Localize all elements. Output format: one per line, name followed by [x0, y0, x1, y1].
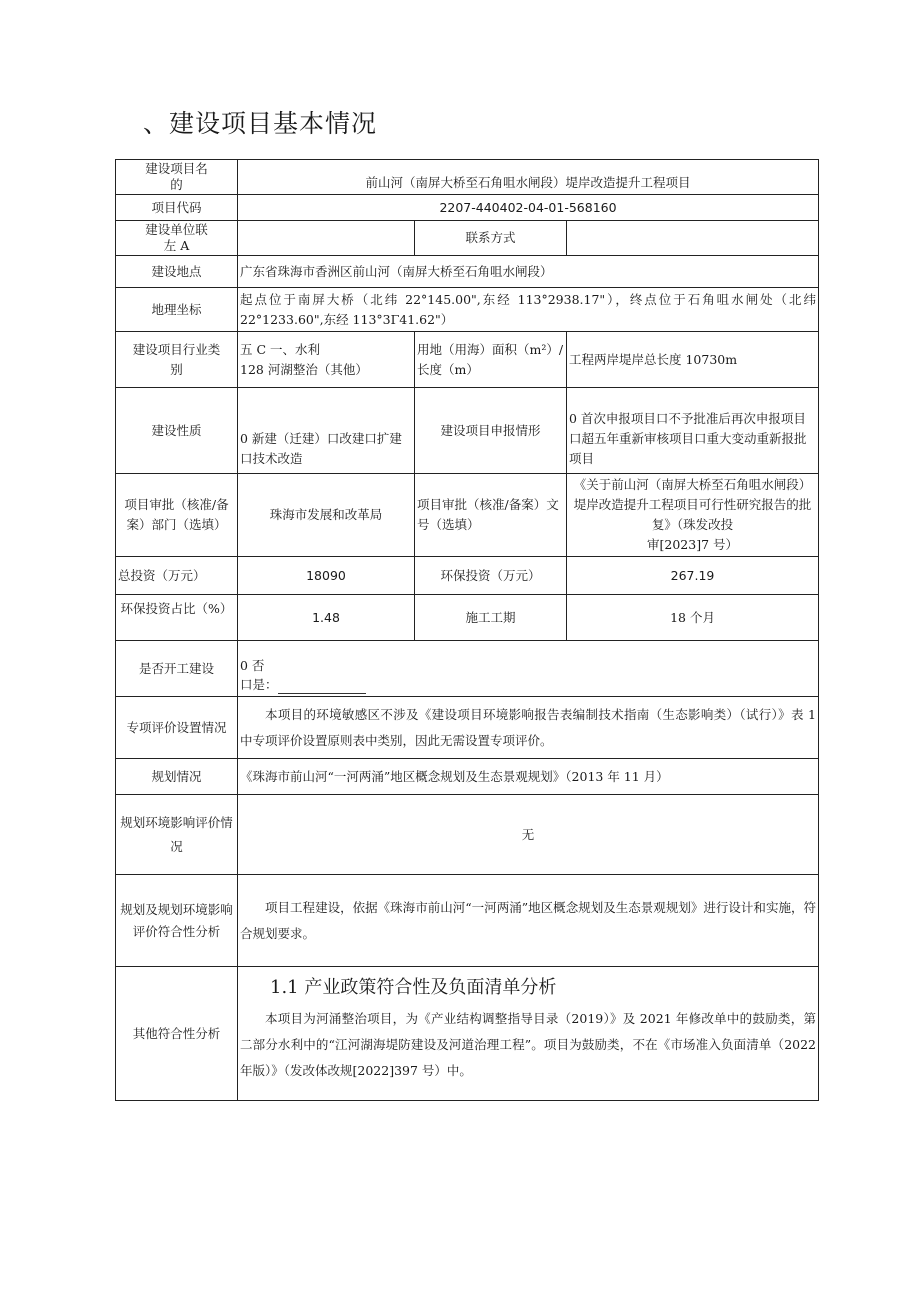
- section-heading: 1.1 产业政策符合性及负面清单分析: [270, 977, 557, 998]
- value-approval-document: 《关于前山河（南屏大桥至石角咀水闸段）堤岸改造提升工程项目可行性研究报告的批复》（珠发改投 审[2023]7 号）: [567, 474, 819, 557]
- label-approval-document: 项目审批（核准/备案）文 号（选填）: [415, 474, 567, 557]
- option-started: [240, 675, 816, 694]
- page-title: 、建设项目基本情况: [143, 109, 378, 138]
- table-row: [116, 160, 819, 195]
- blank-underline: [278, 679, 366, 694]
- value-location: 广东省珠海市香洲区前山河（南屏大桥至石角咀水闸段）: [238, 256, 819, 288]
- value-planning: 《珠海市前山河“一河两涌”地区概念规划及生态景观规划》（2013 年 11 月）: [238, 759, 819, 795]
- table-row: [116, 697, 819, 759]
- label-construction-nature: 建设性质: [116, 388, 238, 474]
- label-approval-department: 项目审批（核准/备 案）部门（选填）: [116, 474, 238, 557]
- table-row: [116, 256, 819, 288]
- label-plan-eia: 规划环境影响评价情 况: [116, 795, 238, 875]
- label-land-area: 用地（用海）面积（m²）/ 长度（m）: [415, 332, 567, 388]
- label-location: 建设地点: [116, 256, 238, 288]
- label-planning: 规划情况: [116, 759, 238, 795]
- option-started-label: 口是：: [240, 677, 278, 692]
- label-contact-method: 联系方式: [415, 221, 567, 256]
- special-evaluation-text: 本项目的环境敏感区不涉及《建设项目环境影响报告表编制技术指南（生态影响类）（试行）》表 1 中专项评价设置原则表中类别，因此无需设置专项评价。: [240, 706, 817, 748]
- value-started: [238, 641, 819, 697]
- value-construction-nature: 0 新建（迁建）口改建口扩建 口技术改造: [238, 388, 415, 474]
- value-project-name: 前山河（南屏大桥至石角咀水闸段）堤岸改造提升工程项目: [238, 160, 819, 195]
- label-other-conformity: 其他符合性分析: [116, 967, 238, 1101]
- table-row: [116, 967, 819, 1101]
- value-contact-method: [567, 221, 819, 256]
- label-construction-period: 施工工期: [415, 595, 567, 641]
- option-not-started: 0 否: [240, 658, 265, 673]
- table-row: [116, 557, 819, 595]
- table-row: [116, 641, 819, 697]
- label-coordinates: 地理坐标: [116, 288, 238, 332]
- value-other-conformity: [238, 967, 819, 1101]
- table-row: [116, 595, 819, 641]
- table-row: [116, 875, 819, 967]
- label-industry: 建设项目行业类 别: [116, 332, 238, 388]
- value-env-investment: 267.19: [567, 557, 819, 595]
- label-special-evaluation: 专项评价设置情况: [116, 697, 238, 759]
- label-application-type: 建设项目申报情形: [415, 388, 567, 474]
- value-application-type: 0 首次申报项目口不予批准后再次申报项目口超五年重新审核项目口重大变动重新报批项目: [567, 388, 819, 474]
- table-row: [116, 332, 819, 388]
- label-project-code: 项目代码: [116, 195, 238, 221]
- label-env-investment: 环保投资（万元）: [415, 557, 567, 595]
- value-approval-department: 珠海市发展和改革局: [238, 474, 415, 557]
- table-row: [116, 388, 819, 474]
- label-total-investment: 总投资（万元）: [116, 557, 238, 595]
- table-row: [116, 221, 819, 256]
- table-row: [116, 474, 819, 557]
- table-row: [116, 288, 819, 332]
- value-construction-period: 18 个月: [567, 595, 819, 641]
- value-env-ratio: 1.48: [238, 595, 415, 641]
- table-row: [116, 795, 819, 875]
- value-land-area: 工程两岸堤岸总长度 10730m: [567, 332, 819, 388]
- project-info-table: [115, 159, 819, 1101]
- label-project-name: 建设项目名 的: [116, 160, 238, 195]
- value-coordinates: 起点位于南屏大桥（北纬 22°145.00",东经 113°2938.17"），终点位于石角咀水闸处（北纬 22°1233.60",东经 113°3Γ41.62"）: [238, 288, 819, 332]
- label-started: 是否开工建设: [116, 641, 238, 697]
- value-contact-person: [238, 221, 415, 256]
- value-project-code: 2207-440402-04-01-568160: [238, 195, 819, 221]
- value-plan-conformity: [238, 875, 819, 967]
- plan-conformity-text: 项目工程建设，依据《珠海市前山河“一河两涌”地区概念规划及生态景观规划》进行设计和实施，符合规划要求。: [240, 899, 817, 941]
- label-plan-conformity: 规划及规划环境影响 评价符合性分析: [116, 875, 238, 967]
- other-conformity-text: 本项目为河涌整治项目，为《产业结构调整指导目录（2019）》及 2021 年修改单中的鼓励类，第二部分水利中的“江河湖海堤防建设及河道治理工程”。项目为鼓励类，不在《市场准入负面清单（2022 年版）》（发改体改规[2022]397 号）中。: [240, 1011, 817, 1078]
- label-env-ratio: 环保投资占比（%）: [116, 595, 238, 641]
- table-row: [116, 759, 819, 795]
- value-industry: 五 C 一、水利 128 河湖整治（其他）: [238, 332, 415, 388]
- value-total-investment: 18090: [238, 557, 415, 595]
- label-contact-person: 建设单位联 左 A: [116, 221, 238, 256]
- value-special-evaluation: [238, 697, 819, 759]
- value-plan-eia: 无: [238, 795, 819, 875]
- table-row: [116, 195, 819, 221]
